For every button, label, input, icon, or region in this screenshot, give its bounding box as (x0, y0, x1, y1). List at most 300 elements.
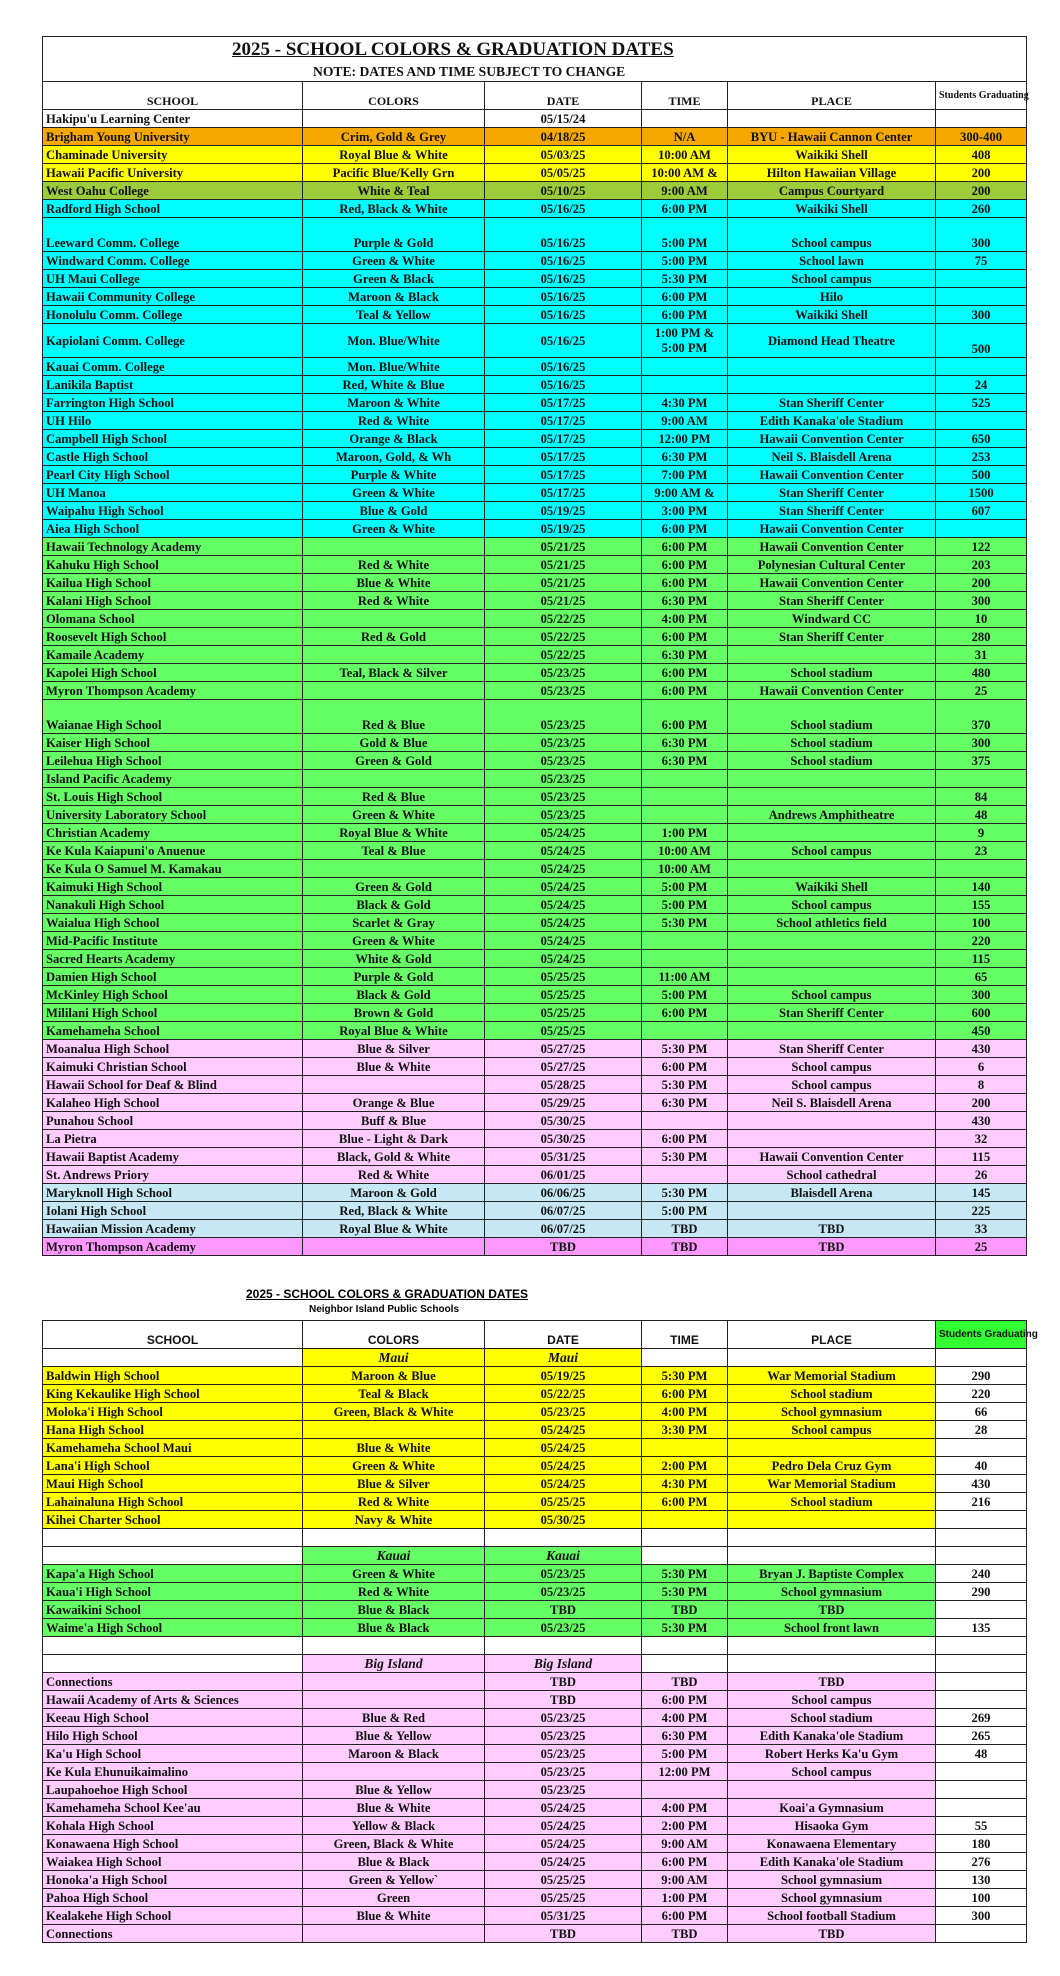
colors-cell: Mon. Blue/White (303, 358, 485, 376)
date-cell: TBD (485, 1238, 642, 1256)
students-cell (936, 1781, 1027, 1799)
students-cell: 48 (936, 806, 1027, 824)
colors-cell: Red & White (303, 592, 485, 610)
students-cell: 300 (936, 592, 1027, 610)
table-row (43, 1184, 1027, 1202)
table-row (43, 1727, 1027, 1745)
table-row (43, 1583, 1027, 1601)
colors-cell: Green & White (303, 806, 485, 824)
place-cell: Neil S. Blaisdell Arena (728, 1094, 936, 1112)
time-cell: 4:30 PM (642, 394, 728, 412)
students-cell: 130 (936, 1871, 1027, 1889)
date-cell: 05/23/25 (485, 700, 642, 734)
time-cell: 3:30 PM (642, 1421, 728, 1439)
place-cell: Waikiki Shell (728, 146, 936, 164)
date-cell: 05/16/25 (485, 358, 642, 376)
time-cell: 9:00 AM (642, 182, 728, 200)
date-cell: 05/03/25 (485, 146, 642, 164)
blank-cell (936, 1637, 1027, 1655)
date-cell: 05/23/25 (485, 788, 642, 806)
time-cell: 9:00 AM (642, 1871, 728, 1889)
students-cell: 300 (936, 734, 1027, 752)
table-row (43, 1709, 1027, 1727)
students-cell (936, 288, 1027, 306)
place-cell: Pedro Dela Cruz Gym (728, 1457, 936, 1475)
students-cell: 155 (936, 896, 1027, 914)
date-cell: 05/21/25 (485, 556, 642, 574)
students-cell: 25 (936, 682, 1027, 700)
school-cell: Mid-Pacific Institute (43, 932, 303, 950)
school-cell: Pahoa High School (43, 1889, 303, 1907)
colors-cell: Maroon & Gold (303, 1184, 485, 1202)
colors-cell (303, 682, 485, 700)
table-row (43, 394, 1027, 412)
students-cell: 216 (936, 1493, 1027, 1511)
school-cell: Olomana School (43, 610, 303, 628)
colors-cell: White & Teal (303, 182, 485, 200)
colors-cell: Pacific Blue/Kelly Grn (303, 164, 485, 182)
place-cell (728, 770, 936, 788)
time-cell: 10:00 AM (642, 860, 728, 878)
students-cell: 220 (936, 1385, 1027, 1403)
place-cell: Stan Sheriff Center (728, 628, 936, 646)
students-cell: 40 (936, 1457, 1027, 1475)
island-label: Kauai (485, 1547, 642, 1565)
table-row (43, 664, 1027, 682)
date-cell: 06/01/25 (485, 1166, 642, 1184)
oahu-graduation-table (42, 36, 1027, 1256)
colors-cell: Red, White & Blue (303, 376, 485, 394)
school-cell: Baldwin High School (43, 1367, 303, 1385)
colors-cell: Black, Gold & White (303, 1148, 485, 1166)
students-cell: 203 (936, 556, 1027, 574)
place-cell: Campus Courtyard (728, 182, 936, 200)
school-cell: Punahou School (43, 1112, 303, 1130)
students-cell: 280 (936, 628, 1027, 646)
school-cell: Moloka'i High School (43, 1403, 303, 1421)
school-cell: Keeau High School (43, 1709, 303, 1727)
time-cell: 6:00 PM (642, 1385, 728, 1403)
school-cell: Waiakea High School (43, 1853, 303, 1871)
place-cell: Blaisdell Arena (728, 1184, 936, 1202)
school-cell: Damien High School (43, 968, 303, 986)
date-cell: 05/24/25 (485, 1457, 642, 1475)
header-students: Students Graduating (936, 82, 1027, 110)
students-cell: 32 (936, 1130, 1027, 1148)
date-cell: 05/25/25 (485, 986, 642, 1004)
table-row (43, 1166, 1027, 1184)
colors-cell: Red, Black & White (303, 200, 485, 218)
place-cell: TBD (728, 1673, 936, 1691)
blank-cell (642, 1637, 728, 1655)
header-place: PLACE (728, 82, 936, 110)
school-cell: Brigham Young University (43, 128, 303, 146)
colors-cell: Purple & White (303, 466, 485, 484)
students-cell: 100 (936, 914, 1027, 932)
date-cell: 05/23/25 (485, 770, 642, 788)
school-cell: Laupahoehoe High School (43, 1781, 303, 1799)
time-cell: 6:00 PM (642, 1130, 728, 1148)
school-cell: Honolulu Comm. College (43, 306, 303, 324)
colors-cell: Gold & Blue (303, 734, 485, 752)
table-row (43, 1799, 1027, 1817)
table-row (43, 592, 1027, 610)
colors-cell (303, 1691, 485, 1709)
colors-cell: Red & Gold (303, 628, 485, 646)
colors-cell: Red & White (303, 1493, 485, 1511)
time-cell: 6:00 PM (642, 306, 728, 324)
table-row (43, 1745, 1027, 1763)
table-header (43, 82, 1027, 110)
place-cell: Neil S. Blaisdell Arena (728, 448, 936, 466)
table-row (43, 1004, 1027, 1022)
table-row (43, 1112, 1027, 1130)
date-cell: 05/24/25 (485, 914, 642, 932)
school-cell: Kapolei High School (43, 664, 303, 682)
time-cell: 4:00 PM (642, 1799, 728, 1817)
date-cell: 05/22/25 (485, 628, 642, 646)
students-cell (936, 1601, 1027, 1619)
students-cell (936, 1799, 1027, 1817)
date-cell: 05/23/25 (485, 1565, 642, 1583)
place-cell: School campus (728, 270, 936, 288)
place-cell: Stan Sheriff Center (728, 502, 936, 520)
place-cell: School campus (728, 896, 936, 914)
place-cell: Bryan J. Baptiste Complex (728, 1565, 936, 1583)
date-cell: 05/30/25 (485, 1130, 642, 1148)
blank-cell (936, 1529, 1027, 1547)
date-cell: 05/17/25 (485, 394, 642, 412)
place-cell: War Memorial Stadium (728, 1475, 936, 1493)
table-row (43, 1565, 1027, 1583)
blank-cell (303, 1529, 485, 1547)
place-cell: Hawaii Convention Center (728, 1148, 936, 1166)
blank-cell (728, 1529, 936, 1547)
date-cell: 05/25/25 (485, 1022, 642, 1040)
students-cell (936, 1691, 1027, 1709)
island-label: Big Island (303, 1655, 485, 1673)
students-cell: 269 (936, 1709, 1027, 1727)
date-cell: 05/27/25 (485, 1058, 642, 1076)
students-cell (936, 770, 1027, 788)
table-row (43, 430, 1027, 448)
place-cell: Stan Sheriff Center (728, 592, 936, 610)
students-cell: 276 (936, 1853, 1027, 1871)
date-cell: 05/23/25 (485, 664, 642, 682)
island-label: Maui (303, 1349, 485, 1367)
neighbor-rows (43, 1349, 1027, 1943)
date-cell: 05/24/25 (485, 896, 642, 914)
students-cell (936, 110, 1027, 128)
blank-cell (728, 1547, 936, 1565)
time-cell: 12:00 PM (642, 430, 728, 448)
place-cell: School stadium (728, 1385, 936, 1403)
place-cell: School campus (728, 218, 936, 252)
colors-cell: Blue & White (303, 1907, 485, 1925)
place-cell: School gymnasium (728, 1871, 936, 1889)
colors-cell: Blue & Silver (303, 1040, 485, 1058)
colors-cell: Teal & Blue (303, 842, 485, 860)
table-row (43, 628, 1027, 646)
school-cell: Maryknoll High School (43, 1184, 303, 1202)
colors-cell: Blue & White (303, 1439, 485, 1457)
school-cell: Kauai Comm. College (43, 358, 303, 376)
time-cell: 2:00 PM (642, 1457, 728, 1475)
school-cell: Kamehameha School Kee'au (43, 1799, 303, 1817)
time-cell: 6:00 PM (642, 1691, 728, 1709)
colors-cell: Black & Gold (303, 986, 485, 1004)
colors-cell: Red & Blue (303, 700, 485, 734)
header-date: DATE (485, 1321, 642, 1349)
table-row (43, 734, 1027, 752)
date-cell: 05/23/25 (485, 1709, 642, 1727)
table-row (43, 520, 1027, 538)
date-cell: 05/24/25 (485, 860, 642, 878)
date-cell: 05/16/25 (485, 252, 642, 270)
date-cell: 05/28/25 (485, 1076, 642, 1094)
school-cell: Ke Kula Ehunuikaimalino (43, 1763, 303, 1781)
colors-cell: Green & Yellow` (303, 1871, 485, 1889)
table-row (43, 376, 1027, 394)
header-students: Students Graduating (936, 1321, 1027, 1349)
time-cell (642, 1022, 728, 1040)
time-cell: TBD (642, 1601, 728, 1619)
students-cell: 9 (936, 824, 1027, 842)
colors-cell: Buff & Blue (303, 1112, 485, 1130)
time-cell: 4:00 PM (642, 1709, 728, 1727)
date-cell: 05/23/25 (485, 806, 642, 824)
school-cell: Kaiser High School (43, 734, 303, 752)
school-cell: Kohala High School (43, 1817, 303, 1835)
blank-cell (43, 1637, 303, 1655)
school-cell: Chaminade University (43, 146, 303, 164)
school-cell: UH Maui College (43, 270, 303, 288)
place-cell (728, 968, 936, 986)
table-row (43, 574, 1027, 592)
table-row (43, 1475, 1027, 1493)
date-cell: 05/19/25 (485, 1367, 642, 1385)
time-cell: 5:30 PM (642, 1367, 728, 1385)
students-cell: 65 (936, 968, 1027, 986)
time-cell: 6:00 PM (642, 556, 728, 574)
date-cell: 04/18/25 (485, 128, 642, 146)
table-row (43, 448, 1027, 466)
date-cell: 05/25/25 (485, 968, 642, 986)
time-cell: 6:00 PM (642, 682, 728, 700)
table-row (43, 842, 1027, 860)
school-cell: Ke Kula O Samuel M. Kamakau (43, 860, 303, 878)
time-cell: 6:30 PM (642, 734, 728, 752)
school-cell: Waipahu High School (43, 502, 303, 520)
place-cell: School stadium (728, 752, 936, 770)
students-cell: 10 (936, 610, 1027, 628)
date-cell: 05/17/25 (485, 466, 642, 484)
place-cell: War Memorial Stadium (728, 1367, 936, 1385)
students-cell: 300 (936, 306, 1027, 324)
school-cell: Iolani High School (43, 1202, 303, 1220)
students-cell: 300-400 (936, 128, 1027, 146)
school-cell: King Kekaulike High School (43, 1385, 303, 1403)
table-row (43, 1403, 1027, 1421)
students-cell: 55 (936, 1817, 1027, 1835)
school-cell: UH Hilo (43, 412, 303, 430)
place-cell: School campus (728, 1691, 936, 1709)
time-cell: 9:00 AM (642, 1835, 728, 1853)
table-row (43, 1130, 1027, 1148)
colors-cell (303, 1925, 485, 1943)
colors-cell: Blue & White (303, 1799, 485, 1817)
school-cell: St. Louis High School (43, 788, 303, 806)
time-cell: 4:30 PM (642, 1475, 728, 1493)
place-cell (728, 1130, 936, 1148)
place-cell: Edith Kanaka'ole Stadium (728, 1853, 936, 1871)
neighbor-subtitle: Neighbor Island Public Schools (309, 1304, 460, 1315)
students-cell: 75 (936, 252, 1027, 270)
colors-cell: Red & White (303, 1166, 485, 1184)
school-cell: Waianae High School (43, 700, 303, 734)
school-cell: Lana'i High School (43, 1457, 303, 1475)
time-cell: 6:00 PM (642, 1853, 728, 1871)
colors-cell: Maroon & Black (303, 1745, 485, 1763)
time-cell (642, 110, 728, 128)
school-cell: Kahuku High School (43, 556, 303, 574)
colors-cell: Maroon & White (303, 394, 485, 412)
colors-cell: Green & Gold (303, 878, 485, 896)
date-cell: 05/23/25 (485, 1583, 642, 1601)
date-cell: 05/17/25 (485, 484, 642, 502)
date-cell: 06/07/25 (485, 1220, 642, 1238)
school-cell: Leilehua High School (43, 752, 303, 770)
place-cell: TBD (728, 1238, 936, 1256)
colors-cell: Red, Black & White (303, 1202, 485, 1220)
date-cell: 05/30/25 (485, 1511, 642, 1529)
colors-cell: Royal Blue & White (303, 146, 485, 164)
colors-cell: Royal Blue & White (303, 1022, 485, 1040)
place-cell: Koai'a Gymnasium (728, 1799, 936, 1817)
colors-cell (303, 1238, 485, 1256)
time-cell: 6:30 PM (642, 592, 728, 610)
place-cell: Hilo (728, 288, 936, 306)
time-cell: 5:30 PM (642, 1148, 728, 1166)
time-cell: 5:30 PM (642, 1583, 728, 1601)
time-cell: 12:00 PM (642, 1763, 728, 1781)
place-cell (728, 110, 936, 128)
table-row (43, 324, 1027, 358)
colors-cell (303, 1421, 485, 1439)
maui-section-label (43, 1349, 1027, 1367)
place-cell (728, 1022, 936, 1040)
place-cell: Edith Kanaka'ole Stadium (728, 1727, 936, 1745)
school-cell: Leeward Comm. College (43, 218, 303, 252)
table-row (43, 1220, 1027, 1238)
place-cell: Edith Kanaka'ole Stadium (728, 412, 936, 430)
time-cell: 6:00 PM (642, 574, 728, 592)
place-cell: Andrews Amphitheatre (728, 806, 936, 824)
colors-cell: Blue & Black (303, 1619, 485, 1637)
date-cell: 05/16/25 (485, 376, 642, 394)
date-cell: 05/16/25 (485, 218, 642, 252)
table-row (43, 896, 1027, 914)
table-row (43, 1511, 1027, 1529)
students-cell: 115 (936, 1148, 1027, 1166)
colors-cell: Orange & Blue (303, 1094, 485, 1112)
students-cell: 600 (936, 1004, 1027, 1022)
date-cell: 05/29/25 (485, 1094, 642, 1112)
time-cell (642, 770, 728, 788)
place-cell: Hawaii Convention Center (728, 538, 936, 556)
table-row (43, 646, 1027, 664)
colors-cell: Blue & Gold (303, 502, 485, 520)
place-cell: School gymnasium (728, 1889, 936, 1907)
time-cell: 4:00 PM (642, 1403, 728, 1421)
school-cell: Honoka'a High School (43, 1871, 303, 1889)
bigisland-section-label (43, 1655, 1027, 1673)
time-cell: 6:30 PM (642, 752, 728, 770)
school-cell: Hawaii Baptist Academy (43, 1148, 303, 1166)
time-cell: 6:00 PM (642, 1493, 728, 1511)
colors-cell: Scarlet & Gray (303, 914, 485, 932)
school-cell: Christian Academy (43, 824, 303, 842)
header-time: TIME (642, 1321, 728, 1349)
colors-cell: Green & White (303, 520, 485, 538)
place-cell (728, 932, 936, 950)
time-cell: 6:00 PM (642, 1058, 728, 1076)
date-cell: 05/24/25 (485, 1817, 642, 1835)
students-cell: 145 (936, 1184, 1027, 1202)
date-cell: 05/27/25 (485, 1040, 642, 1058)
date-cell: 05/25/25 (485, 1004, 642, 1022)
school-cell: Mililani High School (43, 1004, 303, 1022)
colors-cell: Green & White (303, 1565, 485, 1583)
time-cell (642, 806, 728, 824)
place-cell: School campus (728, 986, 936, 1004)
neighbor-island-table (42, 1320, 1038, 1943)
date-cell: 05/16/25 (485, 324, 642, 358)
date-cell: 05/24/25 (485, 1799, 642, 1817)
students-cell (936, 520, 1027, 538)
school-cell: Kamehameha School (43, 1022, 303, 1040)
blank-cell (303, 1637, 485, 1655)
table-row (43, 218, 1027, 252)
date-cell: 05/21/25 (485, 574, 642, 592)
table-row (43, 1781, 1027, 1799)
students-cell: 200 (936, 574, 1027, 592)
date-cell: 05/23/25 (485, 1781, 642, 1799)
place-cell: Waikiki Shell (728, 878, 936, 896)
blank-cell (642, 1349, 728, 1367)
school-cell: Myron Thompson Academy (43, 682, 303, 700)
table-row (43, 182, 1027, 200)
date-cell: 05/16/25 (485, 200, 642, 218)
date-cell: 05/15/24 (485, 110, 642, 128)
students-cell: 66 (936, 1403, 1027, 1421)
time-cell: 6:00 PM (642, 538, 728, 556)
date-cell: 05/23/25 (485, 1619, 642, 1637)
school-cell: Campbell High School (43, 430, 303, 448)
place-cell: Diamond Head Theatre (728, 324, 936, 358)
table-row (43, 1058, 1027, 1076)
table-row (43, 1835, 1027, 1853)
colors-cell (303, 538, 485, 556)
time-cell: 6:00 PM (642, 200, 728, 218)
students-cell: 28 (936, 1421, 1027, 1439)
colors-cell: Mon. Blue/White (303, 324, 485, 358)
students-cell (936, 412, 1027, 430)
blank-cell (43, 1655, 303, 1673)
time-cell: 5:00 PM (642, 986, 728, 1004)
date-cell: 06/06/25 (485, 1184, 642, 1202)
school-cell: Kamehameha School Maui (43, 1439, 303, 1457)
